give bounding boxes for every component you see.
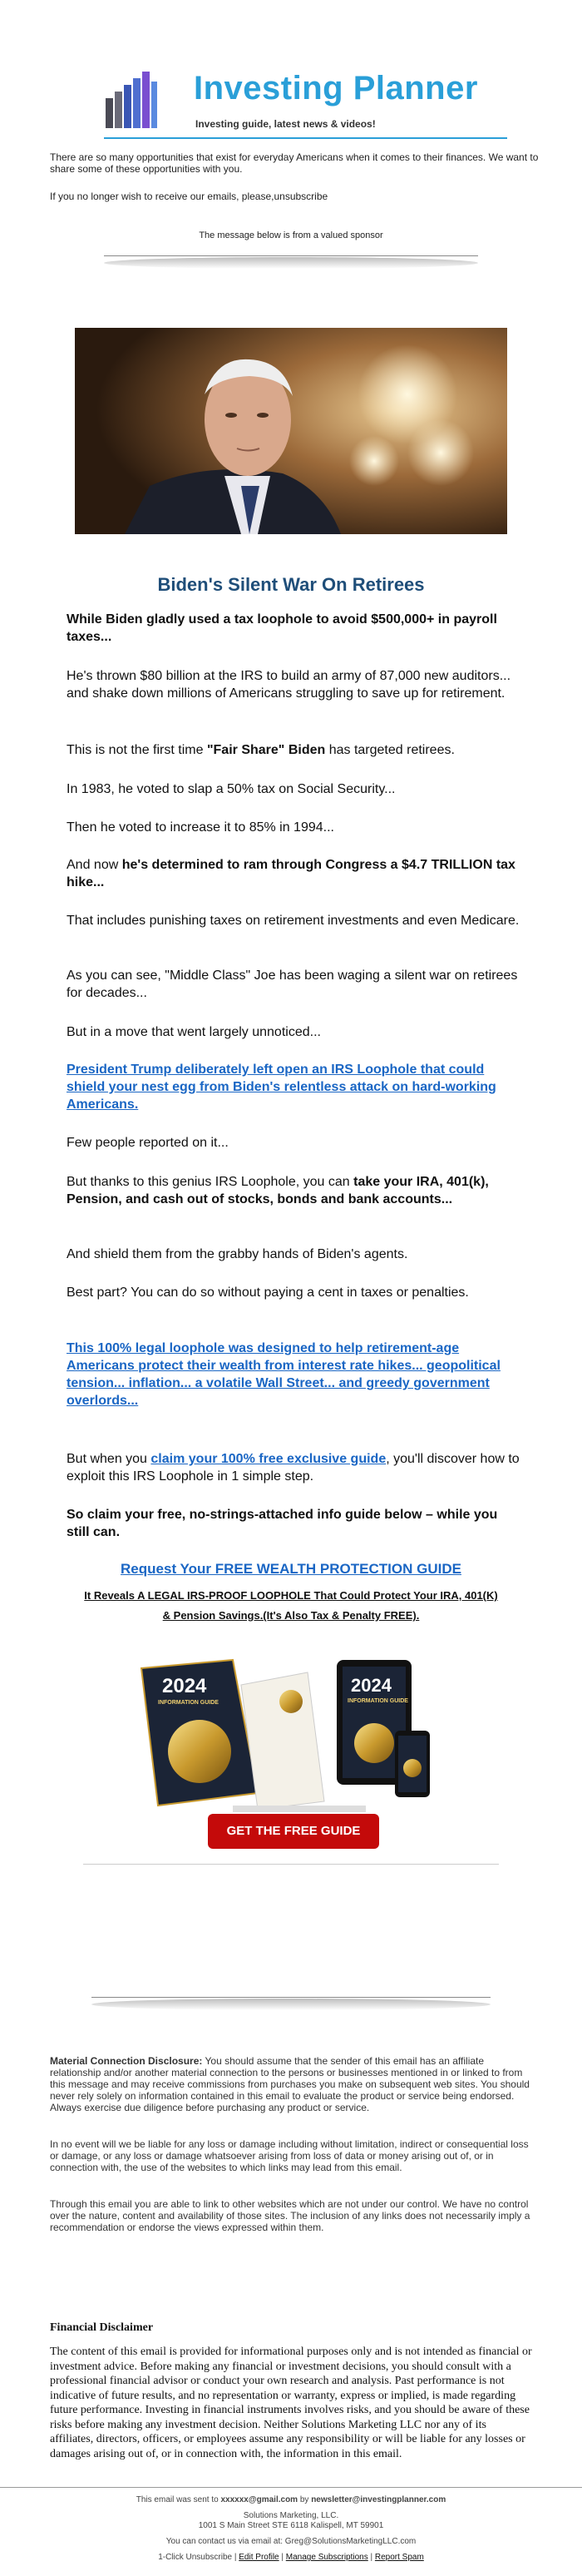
manage-subscriptions-link[interactable]: Manage Subscriptions — [285, 2553, 368, 2562]
sent-email: xxxxxx@gmail.com — [220, 2495, 298, 2504]
one-click-unsubscribe[interactable]: 1-Click Unsubscribe — [158, 2553, 233, 2562]
footer-shadow — [91, 1999, 491, 2010]
paragraph-8: As you can see, "Middle Class" Joe has been waging a silent war on retirees for decades... — [67, 968, 518, 1000]
tablet-year: 2024 — [351, 1675, 392, 1696]
paragraph-2: He's thrown $80 billion at the IRS to build an army of 87,000 new auditors... and shake down millions of Americans struggling to save up for retirement. — [67, 669, 511, 701]
cta-subtitle[interactable]: It Reveals A LEGAL IRS-PROOF LOOPHOLE That Could Protect Your IRA, 401(K) & Pension Savings.(It's Also Tax & Penalty FREE). — [84, 1589, 498, 1622]
disclosure-label: Material Connection Disclosure: — [50, 2055, 203, 2067]
get-free-guide-button[interactable]: GET THE FREE GUIDE — [208, 1814, 379, 1849]
financial-disclaimer-text: The content of this email is provided for informational purposes only and is not intended as financial or investment advice. Before making any financial or investment decisions, you should consult with a professional financial advisor or conduct your own research and analysis. Past performance is not indicative of future results, and no representation or warranty, express or implied, is made regarding future performance. Investing in financial instruments involves risks, and you should be aware of these risks before making any investment decision. Neither Solutions Marketing LLC nor any of its affiliates, directors, officers, or employees assume any responsibility or will be liable for any losses or damages arising out of, or in connection with, the information in this email. — [50, 2346, 532, 2460]
p16-b: , you'll discover how to exploit this IRS Loophole in 1 simple step. — [67, 1452, 520, 1484]
portrait-photo — [75, 328, 507, 534]
sponsor-divider — [104, 255, 478, 256]
paragraph-11: Few people reported on it... — [67, 1136, 229, 1150]
paragraph-16 — [67, 1450, 522, 1485]
tablet-label: INFORMATION GUIDE — [348, 1698, 408, 1704]
footer-divider — [0, 2487, 582, 2488]
sent-prefix: This email was sent to — [136, 2495, 221, 2504]
guide-product-image[interactable] — [133, 1652, 449, 1818]
book-label: INFORMATION GUIDE — [158, 1700, 219, 1706]
irs-loophole-link[interactable]: President Trump deliberately left open an IRS Loophole that could shield your nest egg from Biden's relentless attack on hard-working Americans. — [67, 1063, 496, 1112]
paragraph-12 — [67, 1173, 522, 1208]
sent-from: newsletter@investingplanner.com — [311, 2495, 446, 2504]
legal-loophole-link[interactable]: This 100% legal loophole was designed to help retirement-age Americans protect their wealth from interest rate hikes... geopolitical tension... inflation... a volatile Wall Street... and greedy government overlords... — [67, 1341, 501, 1408]
sponsor-notice: The message below is from a valued sponsor — [199, 230, 383, 240]
unsubscribe-line — [50, 191, 540, 202]
p16-a: But when you — [67, 1452, 151, 1466]
company-address: 1001 S Main Street STE 6118 Kalispell, MT 59901 — [198, 2521, 384, 2530]
paragraph-13: And shield them from the grabby hands of Biden's agents. — [67, 1247, 408, 1261]
disclosure-text: You should assume that the sender of this email has an affiliate relationship and/or another material connection to the persons or businesses mentioned in or linked to from this message and may receive commissions from purchases you make on subsequent web sites. You should never rely solely on information contained in this email to evaluate the product or service being endorsed. Always exercise due diligence before purchasing any product or service. — [50, 2055, 530, 2113]
book-year: 2024 — [162, 1675, 207, 1697]
request-guide-link[interactable]: Request Your FREE WEALTH PROTECTION GUIDE — [121, 1561, 461, 1577]
p6-a: And now — [67, 858, 122, 872]
p3-c: has targeted retirees. — [325, 743, 455, 757]
brand-tagline: Investing guide, latest news & videos! — [195, 118, 376, 130]
paragraph-9: But in a move that went largely unnoticed... — [67, 1025, 321, 1039]
unsubscribe-link[interactable]: unsubscribe — [274, 191, 328, 202]
article-headline: Biden's Silent War On Retirees — [157, 574, 425, 595]
contact-line: You can contact us via email at: Greg@SolutionsMarketingLLC.com — [165, 2537, 417, 2546]
paragraph-5: Then he voted to increase it to 85% in 1994... — [67, 820, 334, 835]
sponsor-shadow — [104, 257, 478, 269]
p12-b: take your IRA, 401(k), Pension, and cash out of stocks, bonds and bank accounts... — [67, 1175, 489, 1206]
liability-disclosure: In no event will we be liable for any loss or damage including without limitation, indirect or consequential loss or damage, or any loss or damage whatsoever arising from loss of data or money arising out of, or in connection with, the use of the websites to which links may lead from this email. — [50, 2138, 529, 2173]
paragraph-7: That includes punishing taxes on retirement investments and even Medicare. — [67, 914, 520, 928]
p3-b: "Fair Share" Biden — [206, 743, 326, 757]
paragraph-15 — [67, 1340, 522, 1409]
unsubscribe-prefix: If you no longer wish to receive our emails, please, — [50, 191, 274, 202]
footer-links: 1-Click Unsubscribe | Edit Profile | Manage Subscriptions | Report Spam — [158, 2553, 424, 2562]
financial-disclaimer-title: Financial Disclaimer — [50, 2321, 154, 2334]
paragraph-17: So claim your free, no-strings-attached info guide below – while you still can. — [67, 1508, 498, 1539]
claim-guide-link[interactable]: claim your 100% free exclusive guide — [150, 1452, 387, 1466]
sent-mid: by — [298, 2495, 312, 2504]
sent-to-line — [0, 2495, 582, 2504]
paragraph-10 — [67, 1061, 522, 1113]
bar-chart-logo-icon — [104, 70, 159, 130]
company-name: Solutions Marketing, LLC. — [243, 2511, 339, 2520]
header-divider — [104, 137, 507, 139]
p6-b: he's determined to ram through Congress a $4.7 TRILLION tax hike... — [67, 858, 515, 889]
p3-a: This is not the first time — [67, 743, 207, 757]
links-disclosure: Through this email you are able to link to other websites which are not under our control. We have no control over the nature, content and availability of those sites. The inclusion of any links does not necessarily imply a recommendation or endorse the views expressed within them. — [50, 2198, 530, 2233]
brand-logo[interactable] — [104, 70, 520, 135]
paragraph-6 — [67, 856, 522, 891]
brand-title: Investing Planner — [194, 70, 478, 107]
paragraph-3 — [67, 741, 522, 759]
intro-text: There are so many opportunities that exist for everyday Americans when it comes to their finances. We want to share some of these opportunities with you. — [50, 151, 539, 175]
paragraph-14: Best part? You can do so without paying a cent in taxes or penalties. — [67, 1286, 469, 1300]
cta-divider — [83, 1864, 499, 1865]
paragraph-4: In 1983, he voted to slap a 50% tax on Social Security... — [67, 782, 396, 796]
report-spam-link[interactable]: Report Spam — [374, 2553, 424, 2562]
paragraph-1: While Biden gladly used a tax loophole to avoid $500,000+ in payroll taxes... — [67, 612, 497, 644]
hero-image[interactable] — [75, 328, 507, 534]
material-disclosure — [50, 2055, 532, 2113]
edit-profile-link[interactable]: Edit Profile — [239, 2553, 279, 2562]
footer-divider-top — [91, 1997, 491, 1998]
p12-a: But thanks to this genius IRS Loophole, you can — [67, 1175, 354, 1189]
